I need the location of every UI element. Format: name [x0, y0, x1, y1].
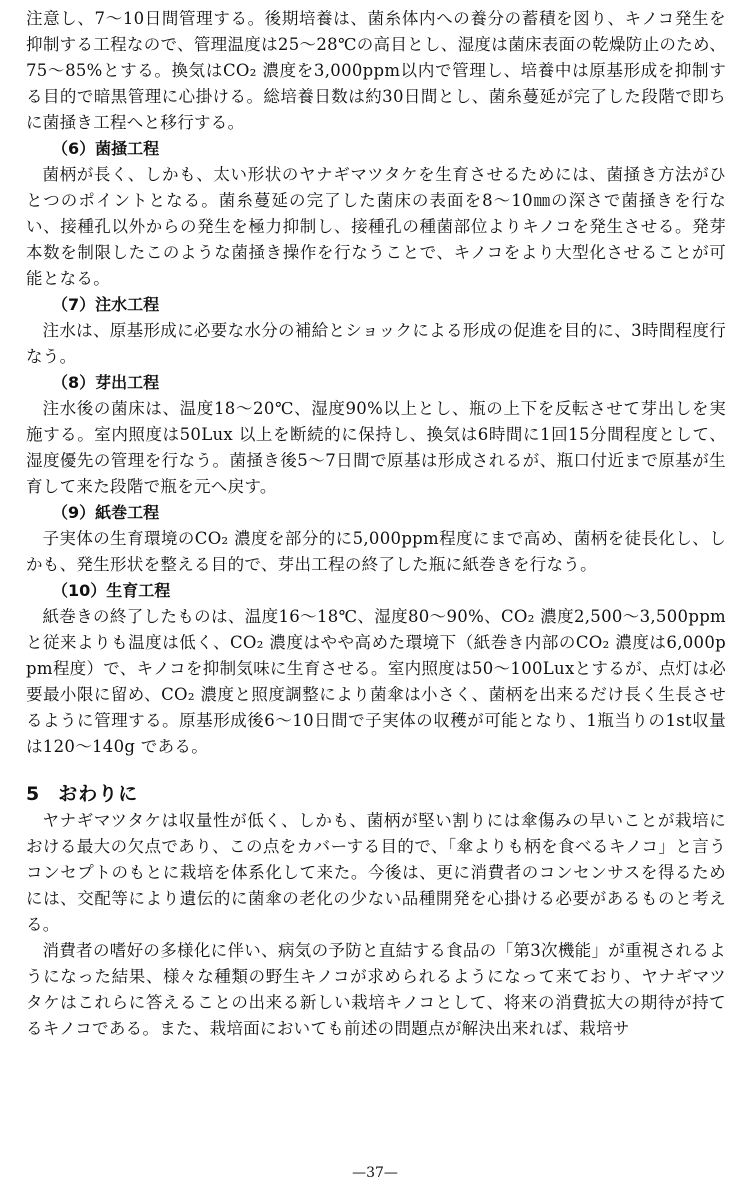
paragraph-medashi: 注水後の菌床は、温度18～20℃、湿度90%以上とし、瓶の上下を反転させて芽出しを実施する。室内照度は50Lux 以上を断続的に保持し、換気は6時間に1回15分間程度として、湿度優先の管理を行なう。菌掻き後5～7日間で原基は形成されるが、瓶口付近まで原基が生育して来た段階で瓶を元へ戻す。 [26, 399, 726, 496]
subheading-kamimaki: （9）紙巻工程 [52, 503, 160, 522]
paragraph-kamimaki: 子実体の生育環境のCO₂ 濃度を部分的に5,000ppm程度にまで高め、菌柄を徒長化し、しかも、発生形状を整える目的で、芽出工程の終了した瓶に紙巻きを行なう。 [26, 529, 726, 574]
paragraph-seiiku: 紙巻きの終了したものは、温度16～18℃、湿度80～90%、CO₂ 濃度2,500～3,500ppm と従来よりも温度は低く、CO₂ 濃度はやや高めた環境下（紙巻き内部のCO₂ 濃度は6,000ppm程度）で、キノコを抑制気味に生育させる。室内照度は50～100Luxとするが、点灯は必要最小限に留め、CO₂ 濃度と照度調整により菌傘は小さく、菌柄を出来るだけ長く生長させるように管理する。原基形成後6～10日間で子実体の収穫が可能となり、1瓶当りの1st収量は120～140g である。 [26, 607, 726, 756]
document-body [26, 6, 726, 1042]
section-heading-conclusion [26, 780, 726, 808]
page-number: —37— [352, 1165, 398, 1181]
paragraph-conclusion-2: 消費者の嗜好の多様化に伴い、病気の予防と直結する食品の「第3次機能」が重視されるようになった結果、様々な種類の野生キノコが求められるようになって来ており、ヤナギマツタケはこれらに答えることの出来る新しい栽培キノコとして、将来の消費拡大の期待が持てるキノコである。また、栽培面においても前述の問題点が解決出来れば、栽培サ [26, 941, 726, 1038]
section-title: おわりに [58, 783, 139, 805]
subheading-chusui: （7）注水工程 [52, 295, 160, 314]
section-number: 5 [26, 783, 41, 805]
paragraph-incubation: 注意し、7～10日間管理する。後期培養は、菌糸体内への養分の蓄積を図り、キノコ発生を抑制する工程なので、管理温度は25～28℃の高目とし、湿度は菌床表面の乾燥防止のため、75～85%とする。換気はCO₂ 濃度を3,000ppm以内で管理し、培養中は原基形成を抑制する目的で暗黒管理に心掛ける。総培養日数は約30日間とし、菌糸蔓延が完了した段階で即ちに菌掻き工程へと移行する。 [26, 9, 726, 132]
paragraph-conclusion-1: ヤナギマツタケは収量性が低く、しかも、菌柄が堅い割りには傘傷みの早いことが栽培における最大の欠点であり、この点をカバーする目的で、「傘よりも柄を食べるキノコ」と言うコンセプトのもとに栽培を体系化して来た。今後は、更に消費者のコンセンサスを得るためには、交配等により遺伝的に菌傘の老化の少ない品種開発を心掛ける必要があるものと考える。 [26, 811, 726, 934]
subheading-seiiku: （10）生育工程 [52, 581, 171, 600]
paragraph-kinkaki: 菌柄が長く、しかも、太い形状のヤナギマツタケを生育させるためには、菌掻き方法がひとつのポイントとなる。菌糸蔓延の完了した菌床の表面を8～10㎜の深さで菌掻きを行ない、接種孔以外からの発生を極力抑制し、接種孔の種菌部位よりキノコを発生させる。発芽本数を制限したこのような菌掻き操作を行なうことで、キノコをより大型化させることが可能となる。 [26, 165, 726, 288]
subheading-kinkaki: （6）菌掻工程 [52, 139, 160, 158]
paragraph-chusui: 注水は、原基形成に必要な水分の補給とショックによる形成の促進を目的に、3時間程度行なう。 [26, 321, 726, 366]
subheading-medashi: （8）芽出工程 [52, 373, 160, 392]
